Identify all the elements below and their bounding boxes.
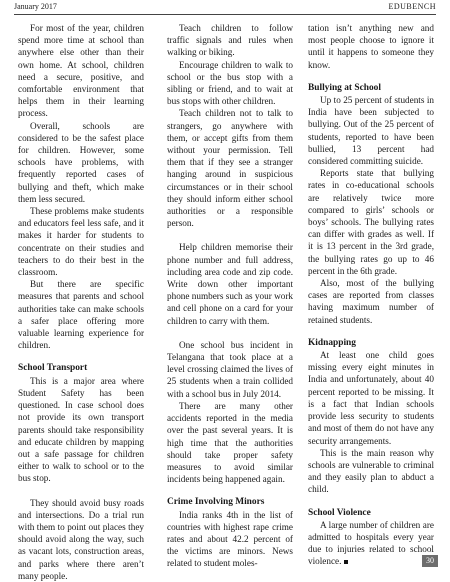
paragraph: Also, most of the bullying cases are reported from classes having maximum number of retained students. <box>308 278 434 325</box>
paragraph: They should avoid busy roads and intersections. Do a trial run with them to point out places they should avoid along the way, such as vacant lots, construction areas, and parks where there aren’t many people. <box>18 497 144 581</box>
paragraph <box>308 519 434 568</box>
section-heading-violence: School Violence <box>308 507 371 518</box>
paragraph: There are many other accidents reported in the media over the past several years. It is high time that the authorities should take proper safety measures to avoid similar incidents being happened again. <box>167 400 293 485</box>
paragraph: tation isn’t anything new and most people choose to ignore it until it happens to someone they know. <box>308 23 434 70</box>
end-mark-icon <box>344 560 348 564</box>
paragraph: India ranks 4th in the list of countries with highest rape crime rates and about 42.2 percent of the victims are minors. News related to student moles- <box>167 509 293 569</box>
column-2 <box>167 22 293 570</box>
paragraph: These problems make students and educators feel less safe, and it makes it harder for students to concentrate on their studies and teachers to do their best in the classroom. <box>18 206 144 278</box>
paragraph-text: A large number of children are admitted to hospitals every year due to injuries related to school violence. <box>308 519 434 567</box>
paragraph: Up to 25 percent of students in India have been subjected to bullying. Out of the 25 percent of students, reported to have been bullied, 13 percent had considered committing suicide. <box>308 95 434 167</box>
paragraph: Teach children not to talk to strangers, go anywhere with them, or accept gifts from them without your permission. Tell them that if they see a stranger hanging around in suspicious circumstances or in their school they should inform either school authorities or a responsible person. <box>167 108 293 229</box>
paragraph: Reports state that bullying rates in co-educational schools are relatively twice more compared to girls’ schools or boys’ schools. The bullying rates can differ with grades as well. If it is 13 percent in the 3rd grade, the bullying rates go up to 46 percent in the 6th grade. <box>308 168 434 276</box>
paragraph: But there are specific measures that parents and school authorities take can make schools a safer place offering more valuable learning experience for children. <box>18 279 144 351</box>
header-rule <box>14 14 436 15</box>
paragraph: One school bus incident in Telangana that took place at a level crossing claimed the lives of 25 students when a train collided with a school bus in July 2014. <box>167 339 293 399</box>
paragraph: Help children memorise their phone number and full address, including area code and zip code. Write down other important phone numbers such as your work and cell phone on a card for your children to carry with them. <box>167 242 293 326</box>
publication-name: EDUBENCH <box>388 2 436 11</box>
section-heading-bullying: Bullying at School <box>308 82 381 93</box>
section-heading-crime: Crime Involving Minors <box>167 497 265 508</box>
paragraph: Encourage children to walk to school or the bus stop with a sibling or friend, and to wait at bus stops with other children. <box>167 59 293 107</box>
page-number: 30 <box>422 555 438 567</box>
page-header <box>14 2 436 14</box>
issue-date: January 2017 <box>14 2 57 11</box>
paragraph: This is the main reason why schools are vulnerable to criminal and they easily plan to abduct a child. <box>308 447 434 495</box>
column-3 <box>308 22 434 568</box>
paragraph: At least one child goes missing every eight minutes in India and unfortunately, about 40 percent reported to be missing. It is a fact that Indian schools provide less security to students and most of them do not have any security arrangements. <box>308 350 434 446</box>
paragraph: Overall, schools are considered to be the safest place for children. However, some schools have problems, with frequently reported cases of bullying and theft, which make them less secured. <box>18 120 144 204</box>
section-heading-transport: School Transport <box>18 363 88 374</box>
paragraph: This is a major area where Student Safety has been questioned. In case school does not provide its own transport parents should take responsibility and educate children by mapping out a safe passage for children either to walk to school or to the bus stop. <box>18 375 144 484</box>
column-1 <box>18 22 144 582</box>
section-heading-kidnapping: Kidnapping <box>308 337 356 348</box>
paragraph: Teach children to follow traffic signals and rules when walking or biking. <box>167 23 293 58</box>
paragraph: For most of the year, children spend more time at school than anywhere else other than their own home. At school, children need a secure, positive, and comfortable environment that helps them in their learning process. <box>18 23 144 119</box>
